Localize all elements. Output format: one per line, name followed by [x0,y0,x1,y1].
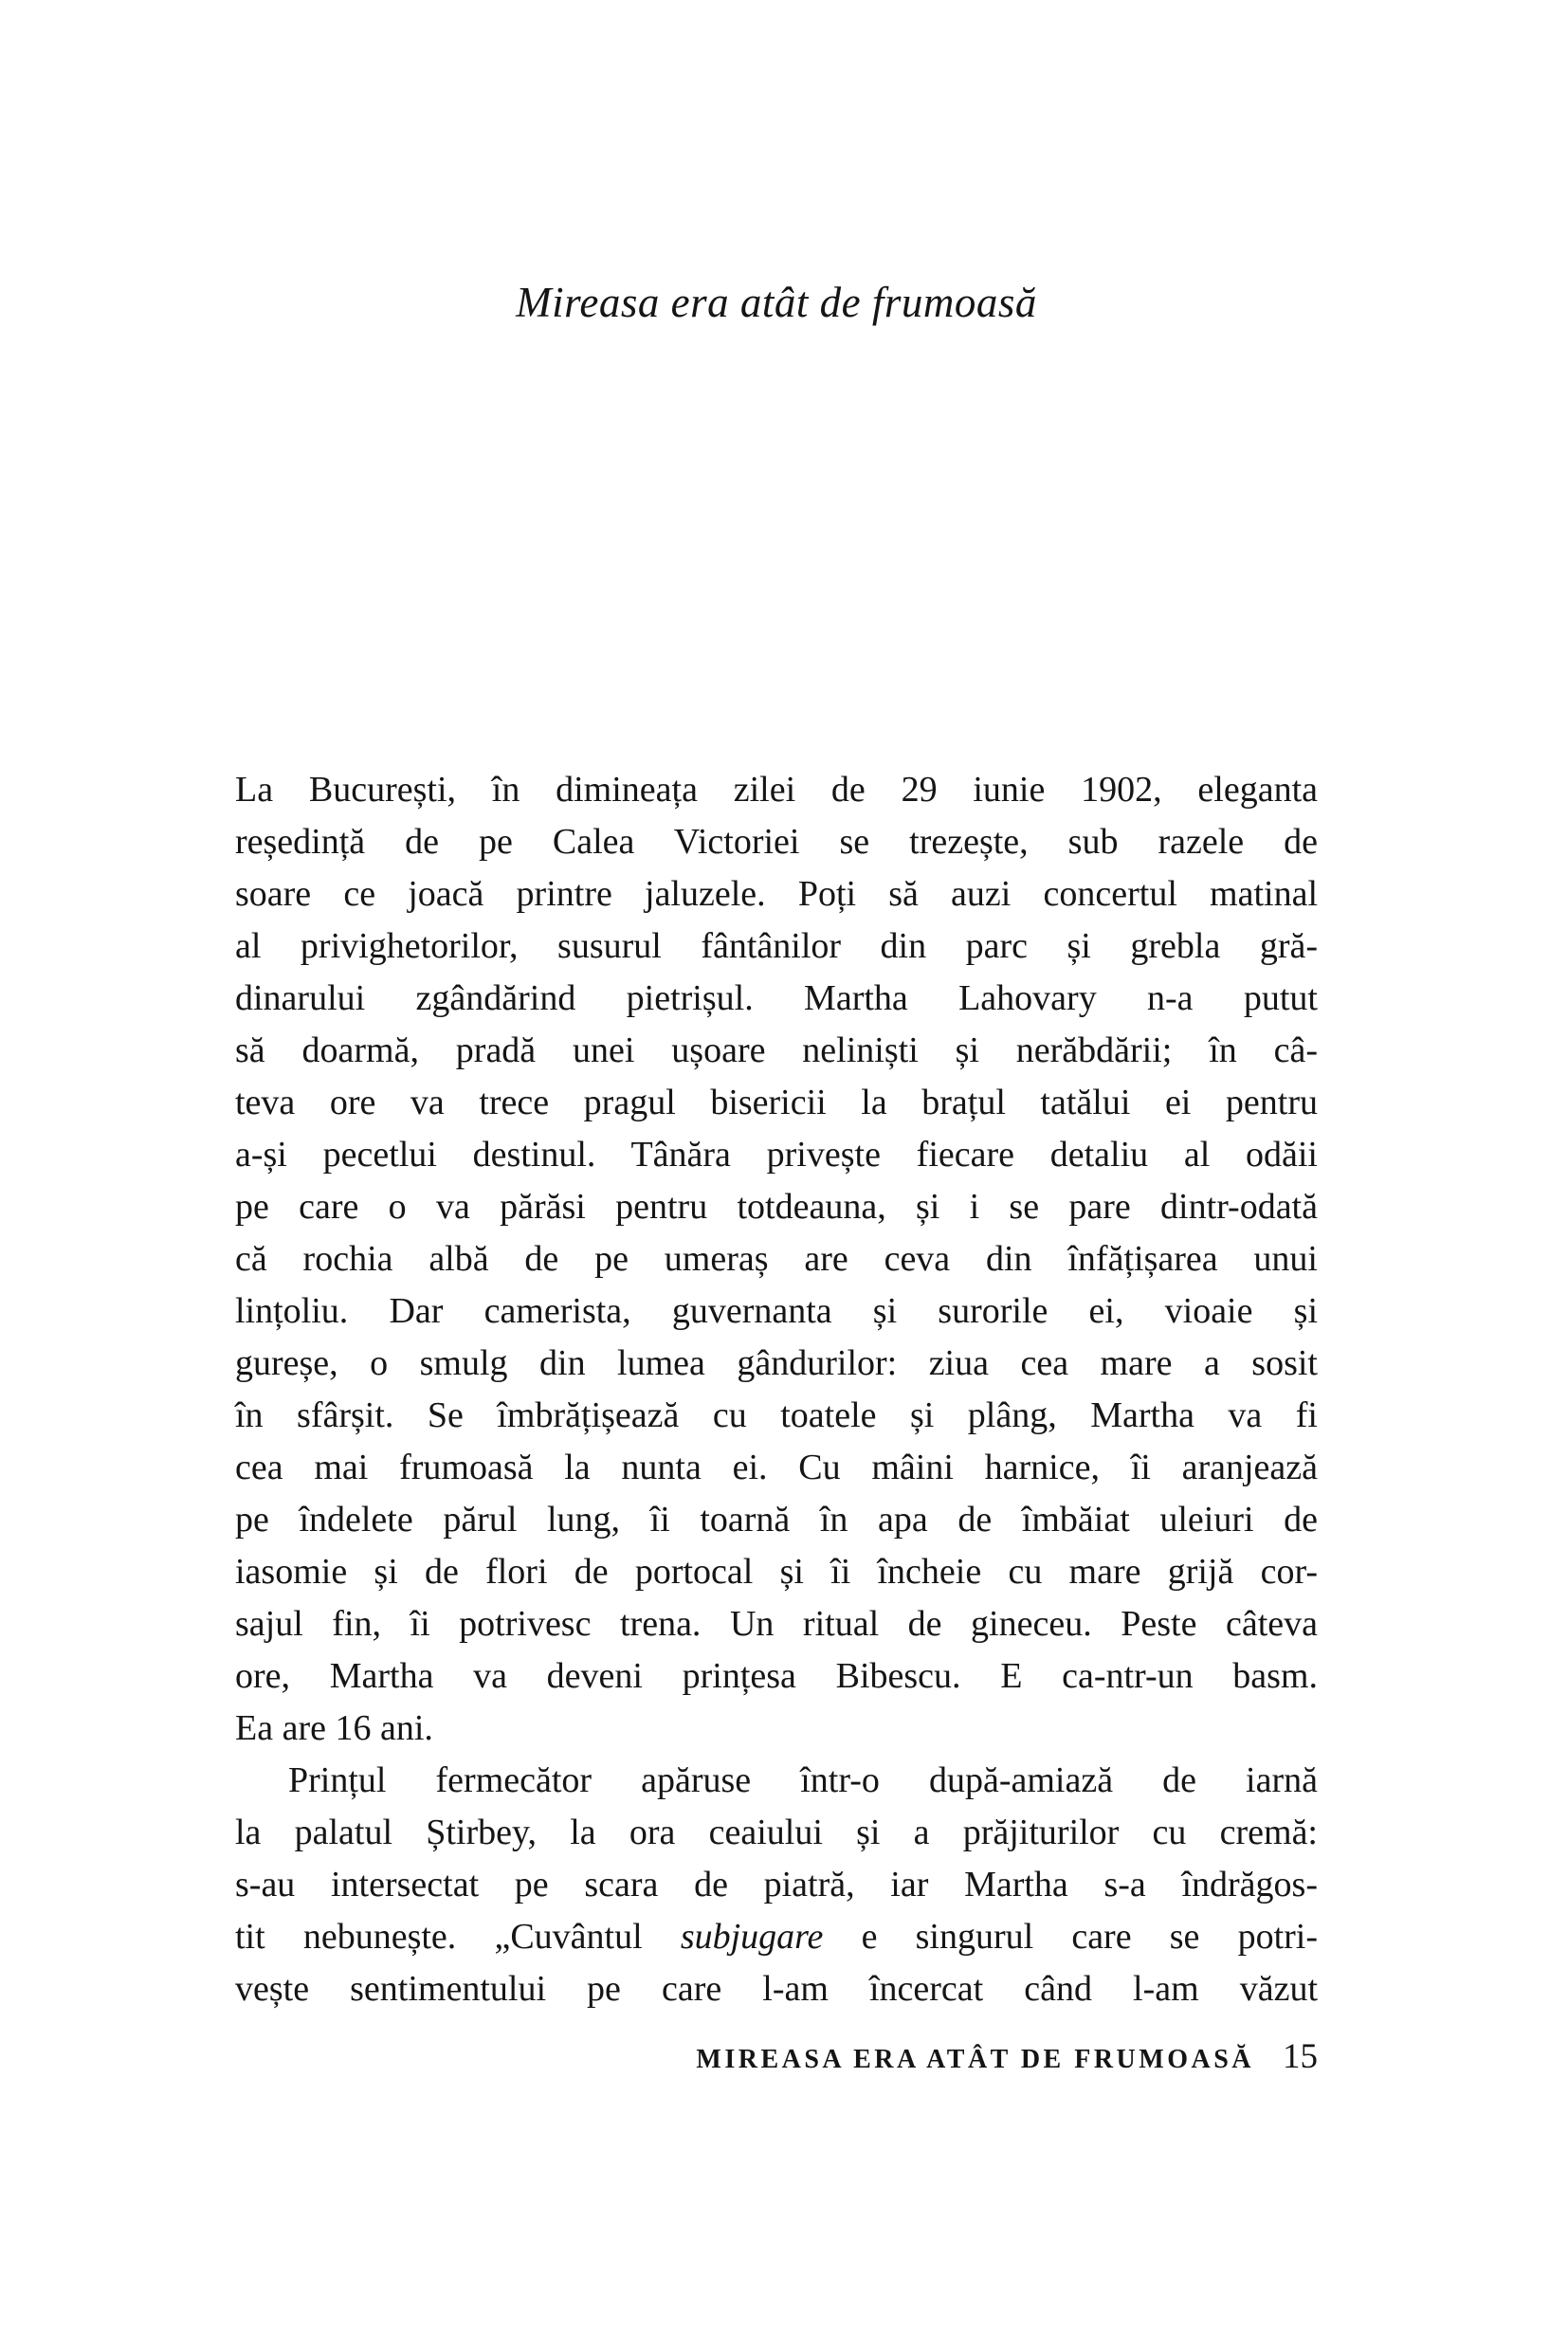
text-segment: pe care o va părăsi pentru totdeauna, și i se pare dintr-odată [235,1187,1318,1227]
text-line [235,1025,1318,1077]
body-text [235,764,1318,2015]
text-line [235,1650,1318,1703]
chapter-title: Mireasa era atât de frumoasă [516,279,1037,326]
text-segment: ore, Martha va deveni prințesa Bibescu. E ca-ntr-un basm. [235,1656,1318,1696]
text-segment: subjugare [680,1917,824,1957]
text-line [235,1129,1318,1181]
text-segment: că rochia albă de pe umeraș are ceva din înfățișarea unui [235,1239,1318,1279]
page-number: 15 [1283,2037,1318,2076]
text-segment: să doarmă, pradă unei ușoare neliniști și nerăbdării; în câ- [235,1030,1318,1070]
text-line [235,973,1318,1025]
text-line [235,868,1318,920]
text-line [235,1963,1318,2015]
text-line [235,1338,1318,1390]
page-footer [235,2036,1318,2077]
text-segment: iasomie și de flori de portocal și îi încheie cu mare grijă cor- [235,1552,1318,1592]
text-segment: pe îndelete părul lung, îi toarnă în apa de îmbăiat uleiuri de [235,1500,1318,1540]
text-line [235,1390,1318,1442]
text-line [235,1181,1318,1233]
text-line [235,1598,1318,1650]
text-line [235,1703,1318,1755]
text-segment: la palatul Știrbey, la ora ceaiului și a prăjiturilor cu cremă: [235,1813,1318,1852]
text-segment: teva ore va trece pragul bisericii la brațul tatălui ei pentru [235,1083,1318,1122]
text-line [235,1233,1318,1285]
text-segment: soare ce joacă printre jaluzele. Poți să auzi concertul matinal [235,874,1318,914]
text-segment: Prințul fermecător apăruse într-o după-amiază de iarnă [288,1760,1318,1800]
text-line [235,1755,1318,1807]
text-segment: lințoliu. Dar camerista, guvernanta și surorile ei, vioaie și [235,1291,1318,1331]
text-segment: în sfârșit. Se îmbrățișează cu toatele și plâng, Martha va fi [235,1395,1318,1435]
text-line [235,1077,1318,1129]
text-line [235,920,1318,973]
text-segment: vește sentimentului pe care l-am încercat când l-am văzut [235,1969,1318,2009]
text-segment: gureșe, o smulg din lumea gândurilor: ziua cea mare a sosit [235,1343,1318,1383]
text-line [235,1911,1318,1963]
text-segment: tit nebunește. „Cuvântul [235,1917,681,1957]
running-header: MIREASA ERA ATÂT DE FRUMOASĂ [696,2045,1254,2074]
text-segment: Ea are 16 ani. [235,1708,433,1748]
text-segment: s-au intersectat pe scara de piatră, iar Martha s-a îndrăgos- [235,1865,1318,1904]
text-line [235,1285,1318,1338]
text-line [235,1859,1318,1911]
text-segment: e singurul care se potri- [823,1917,1318,1957]
text-line [235,764,1318,816]
text-line [235,816,1318,868]
text-segment: La București, în dimineața zilei de 29 iunie 1902, eleganta [235,770,1318,810]
text-line [235,1442,1318,1494]
text-segment: a-și pecetlui destinul. Tânăra privește fiecare detaliu al odăii [235,1135,1318,1175]
text-segment: al privighetorilor, susurul fântânilor din parc și grebla gră- [235,926,1318,966]
text-line [235,1807,1318,1859]
text-segment: cea mai frumoasă la nunta ei. Cu mâini harnice, îi aranjează [235,1448,1318,1487]
text-segment: dinarului zgândărind pietrișul. Martha Lahovary n-a putut [235,978,1318,1018]
text-line [235,1494,1318,1546]
text-segment: reședință de pe Calea Victoriei se trezește, sub razele de [235,822,1318,862]
text-line [235,1546,1318,1598]
text-segment: sajul fin, îi potrivesc trena. Un ritual de gineceu. Peste câteva [235,1604,1318,1644]
